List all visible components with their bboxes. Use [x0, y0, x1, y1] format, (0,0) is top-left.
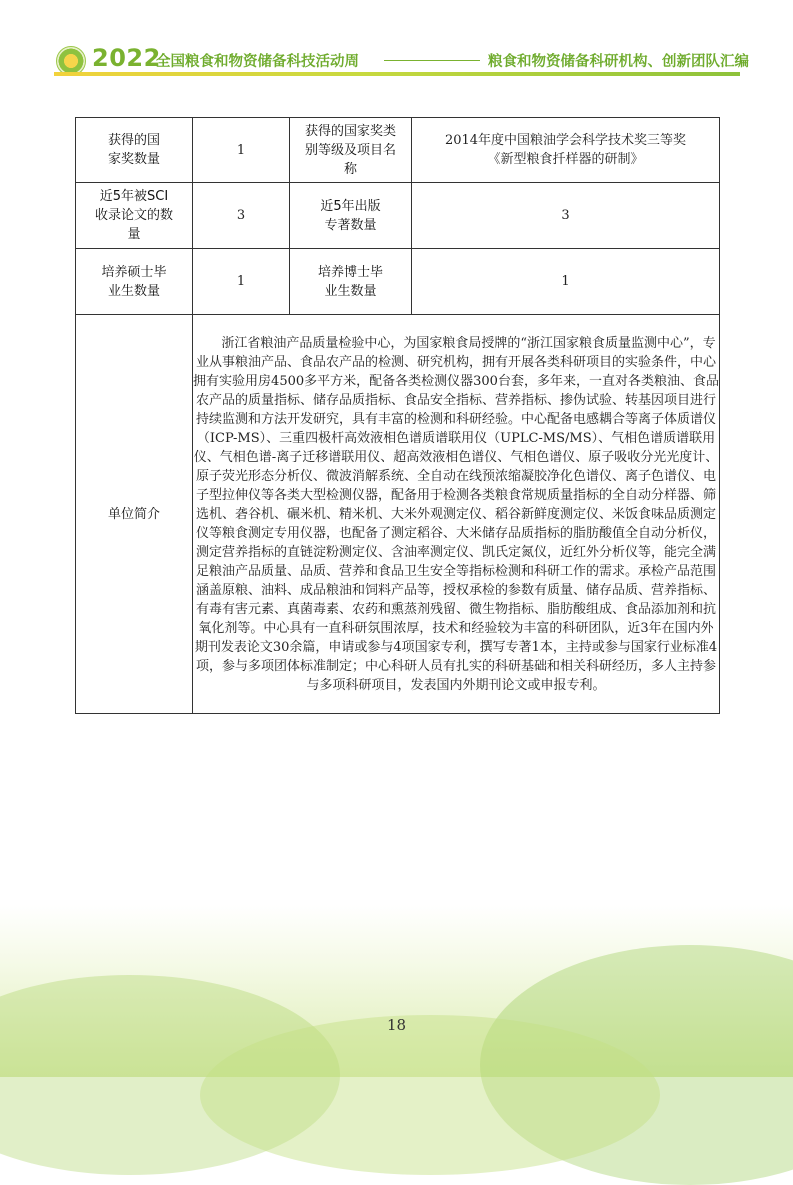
national-award-category-label: [290, 118, 412, 183]
table-row: [76, 249, 720, 315]
header-left-title: 全国粮食和物资储备科技活动周: [156, 54, 359, 70]
page-header: [0, 0, 793, 80]
table-row: [76, 315, 720, 714]
cell-text: 近5年出版专著数量: [320, 198, 381, 233]
award-name-line: 2014年度中国粮油学会科学技术奖三等奖: [444, 133, 687, 148]
master-graduate-count-label: [76, 249, 193, 315]
cell-text: 获得的国家奖数量: [107, 133, 160, 167]
doctor-graduate-count-value: 1: [412, 249, 720, 315]
table-row: [76, 118, 720, 183]
institution-info-table: [75, 117, 720, 714]
cell-text: 近5年被SCI收录论文的数量: [94, 189, 173, 242]
page-number: 18: [386, 1016, 407, 1034]
header-divider-line: [384, 60, 480, 61]
award-project-line: 《新型粮食扦样器的研制》: [487, 152, 644, 167]
intro-label: 单位简介: [76, 315, 193, 714]
header-year: 2022: [92, 44, 161, 72]
national-award-count-value: 1: [193, 118, 290, 183]
sci-paper-count-value: 3: [193, 183, 290, 249]
national-award-category-value: [412, 118, 720, 183]
footer-hill-shape: [200, 1015, 660, 1175]
header-gradient-bar: [54, 72, 740, 76]
header-right-title: 粮食和物资储备科研机构、创新团队汇编: [488, 54, 749, 70]
table-row: [76, 183, 720, 249]
cell-text: 培养博士毕业生数量: [317, 264, 383, 299]
intro-text: 浙江省粮油产品质量检验中心，为国家粮食局授牌的“浙江国家粮食质量监测中心”，专业从事粮油产品、食品农产品的检测、研究机构，拥有开展各类科研项目的实验条件，中心拥有实验用房4500多平方米，配备各类检测仪器300台套，多年来，一直对各类粮油、食品农产品的质量指标、储存品质指标、食品安全指标、营养指标、掺伪试验、转基因项目进行持续监测和方法开发研究，具有丰富的检测和科研经验。中心配备电感耦合等离子体质谱仪（ICP-MS）、三重四极杆高效液相色谱质谱联用仪（UPLC-MS/MS）、气相色谱质谱联用仪、气相色谱-离子迁移谱联用仪、超高效液相色谱仪、气相色谱仪、原子吸收分光光度计、原子荧光形态分析仪、微波消解系统、全自动在线预浓缩凝胶净化色谱仪、离子色谱仪、电子型拉伸仪等各类大型检测仪器，配备用于检测各类粮食常规质量指标的全自动分样器、筛选机、砻谷机、碾米机、精米机、大米外观测定仪、稻谷新鲜度测定仪、米饭食味品质测定仪等粮食测定专用仪器，也配备了测定稻谷、大米储存品质指标的脂肪酸值全自动分析仪，测定营养指标的直链淀粉测定仪、含油率测定仪、凯氏定氮仪，近红外分析仪等，能完全满足粮油产品质量、品质、营养和食品卫生安全等指标检测和科研工作的需求。承检产品范围涵盖原粮、油料、成品粮油和饲料产品等，授权承检的参数有质量、储存品质、营养指标、有毒有害元素、真菌毒素、农药和熏蒸剂残留、微生物指标、脂肪酸组成、食品添加剂和抗氧化剂等。中心具有一直科研氛围浓厚，技术和经验较为丰富的科研团队，近3年在国内外期刊发表论文30余篇，申请或参与4项国家专利，撰写专著1本，主持或参与国家行业标准4项，参与多项团体标准制定；中心科研人员有扎实的科研基础和相关科研经历，多人主持参与多项科研项目，发表国内外期刊论文或申报专利。: [193, 315, 720, 714]
sci-paper-count-label: [76, 183, 193, 249]
monograph-count-value: 3: [412, 183, 720, 249]
doctor-graduate-count-label: [290, 249, 412, 315]
monograph-count-label: [290, 183, 412, 249]
cell-text: 获得的国家奖类别等级及项目名称: [304, 123, 396, 177]
footer-decoration: [0, 905, 793, 1077]
cell-text: 培养硕士毕业生数量: [101, 264, 167, 299]
national-award-count-label: [76, 118, 193, 183]
master-graduate-count-value: 1: [193, 249, 290, 315]
